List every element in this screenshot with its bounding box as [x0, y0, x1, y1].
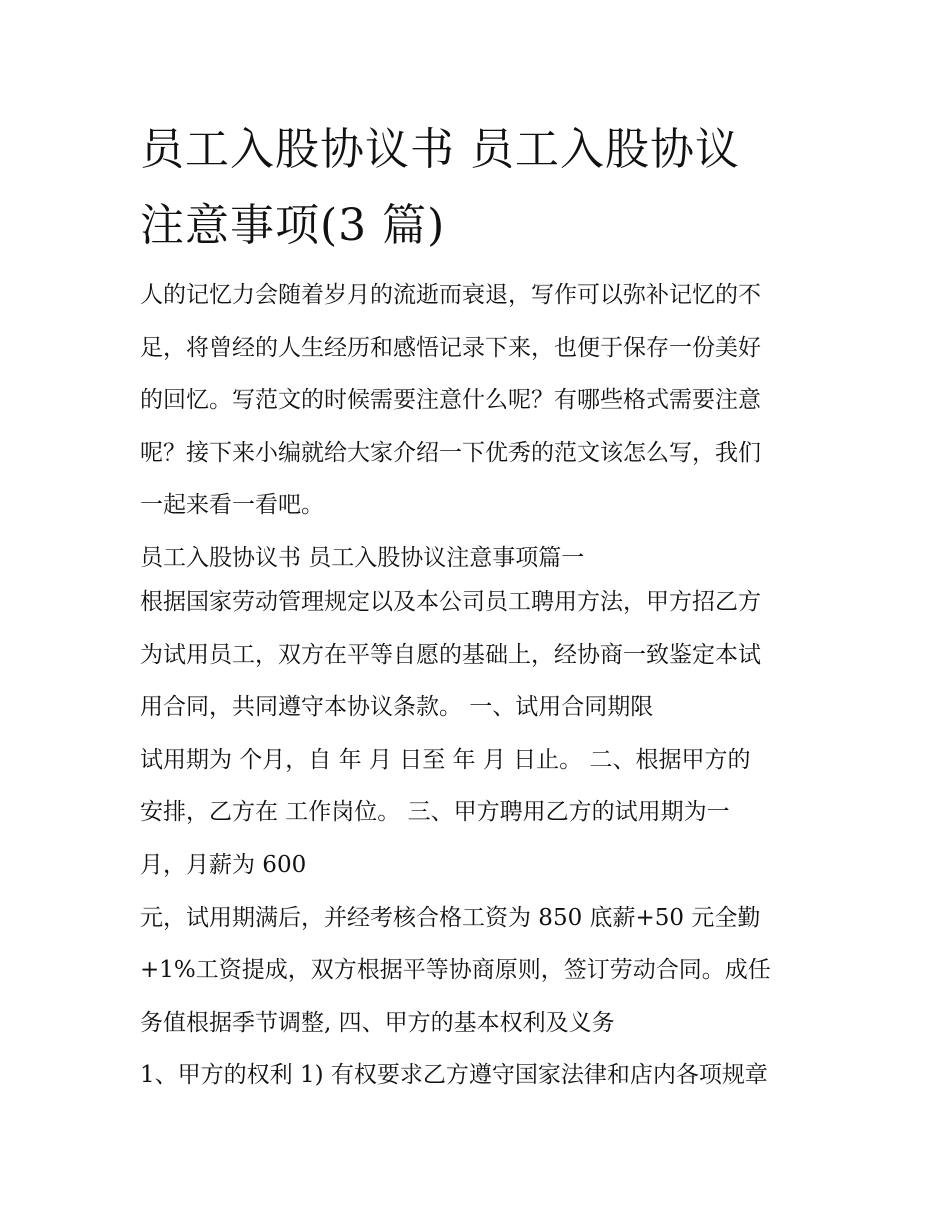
- title-line-2: 注意事项(3 篇): [140, 200, 446, 251]
- content-line-8: +1%工资提成，双方根据平等协商原则，签订劳动合同。成任: [140, 957, 771, 984]
- intro-line-5: 一起来看一看吧。: [140, 492, 324, 519]
- content-line-10: 1、甲方的权利 1) 有权要求乙方遵守国家法律和店内各项规章: [140, 1062, 768, 1089]
- title-line-1: 员工入股协议书 员工入股协议: [140, 124, 740, 175]
- content-line-4: 试用期为 个月，自 年 月 日至 年 月 日止。 二、根据甲方的: [140, 746, 751, 773]
- document-body: [140, 280, 820, 1113]
- content-line-1: 根据国家劳动管理规定以及本公司员工聘用方法，甲方招乙方: [140, 588, 761, 615]
- document-title: [140, 112, 820, 264]
- section-heading: 员工入股协议书 员工入股协议注意事项篇一: [140, 544, 585, 571]
- content-line-7: 元，试用期满后，并经考核合格工资为 850 底薪+50 元全勤: [140, 904, 761, 931]
- intro-line-1: 人的记忆力会随着岁月的流逝而衰退，写作可以弥补记忆的不: [140, 282, 761, 308]
- intro-line-4: 呢？接下来小编就给大家介绍一下优秀的范文该怎么写，我们: [140, 439, 761, 466]
- intro-line-2: 足，将曾经的人生经历和感悟记录下来，也便于保存一份美好: [140, 334, 761, 361]
- content-line-6: 月，月薪为 600: [140, 851, 307, 878]
- content-line-9: 务值根据季节调整, 四、甲方的基本权利及义务: [140, 1009, 615, 1036]
- intro-line-3: 的回忆。写范文的时候需要注意什么呢？有哪些格式需要注意: [140, 387, 761, 414]
- content-line-3: 用合同，共同遵守本协议条款。 一、试用合同期限: [140, 694, 654, 721]
- content-line-2: 为试用员工，双方在平等自愿的基础上，经协商一致鉴定本试: [140, 641, 761, 668]
- content-line-5: 安排，乙方在 工作岗位。 三、甲方聘用乙方的试用期为一: [140, 799, 730, 826]
